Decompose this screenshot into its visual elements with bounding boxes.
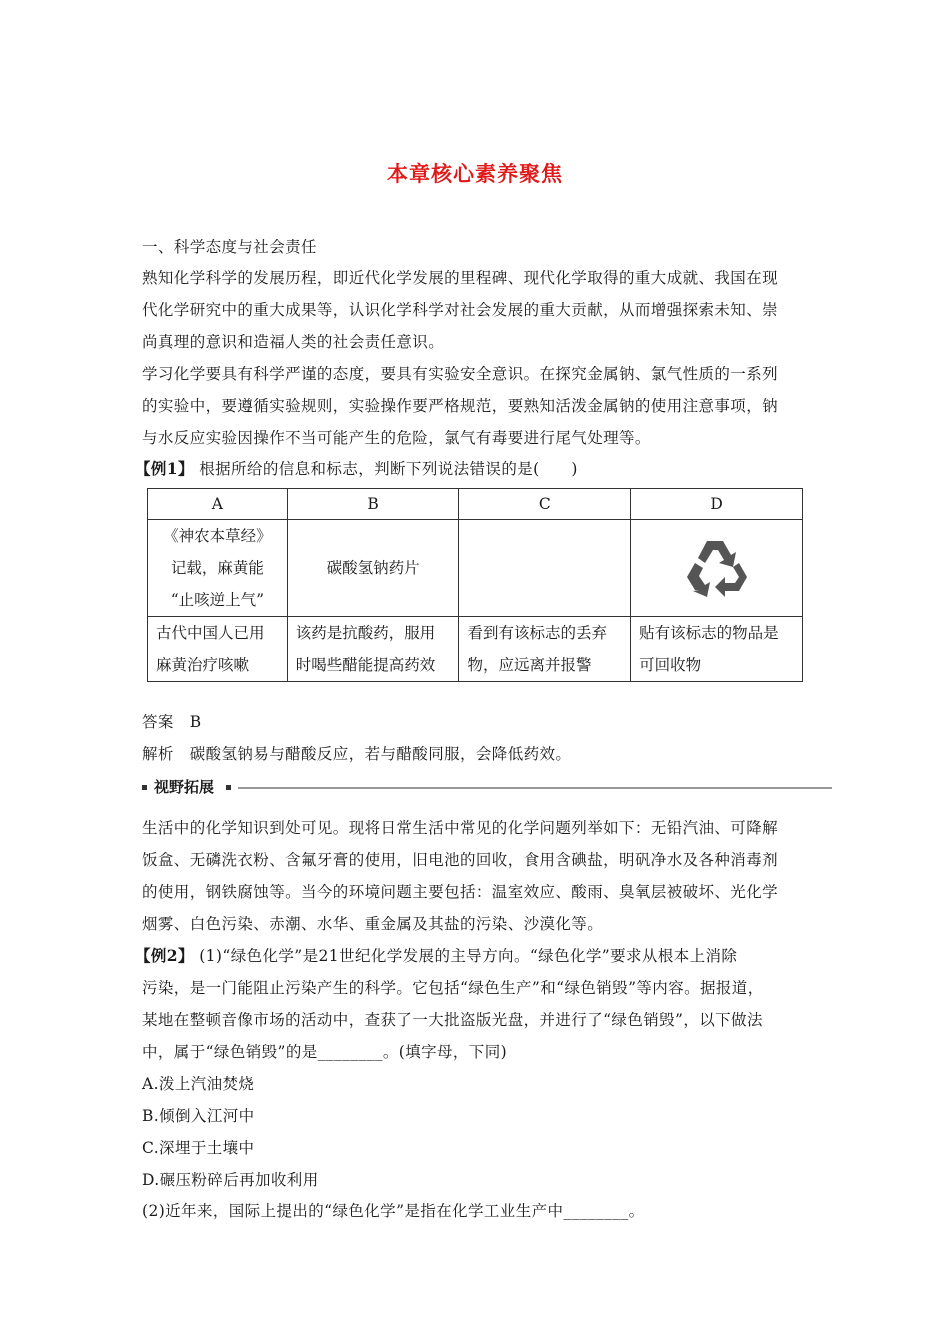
analysis: 解析 碳酸氢钠易与醋酸反应，若与醋酸同服，会降低药效。 [142, 745, 572, 763]
cell-line: 物，应远离并报警 [467, 656, 592, 674]
header-cell: C [459, 489, 631, 520]
bullet-square-icon [142, 785, 147, 790]
subquestion-2: (2)近年来，国际上提出的“绿色化学”是指在化学工业生产中________。 [142, 1202, 645, 1220]
cell-line: 该药是抗酸药，服用 [295, 624, 436, 642]
table-cell [148, 520, 288, 617]
table-row [148, 617, 803, 682]
paragraph-line: 的实验中，要遵循实验规则，实验操作要严格规范，要熟知活泼金属钠的使用注意事项，钠 [142, 397, 779, 415]
cell-line: 古代中国人已用 [156, 624, 265, 642]
paragraph-line: 烟雾、白色污染、赤潮、水华、重金属及其盐的污染、沙漠化等。 [142, 915, 604, 933]
cell-line: 《神农本草经》 [163, 527, 272, 545]
example-label: 【例2】 [135, 946, 194, 965]
option-b: B.倾倒入江河中 [142, 1107, 255, 1125]
question-text: 根据所给的信息和标志，判断下列说法错误的是( ) [199, 460, 578, 478]
cell-line: “止咳逆上气” [170, 591, 265, 609]
recycle-icon [677, 533, 757, 603]
header-cell: A [148, 489, 288, 520]
section-banner [142, 777, 832, 799]
paragraph-line: 生活中的化学知识到处可见。现将日常生活中常见的化学问题列举如下：无铅汽油、可降解 [142, 819, 779, 837]
table-cell [631, 617, 803, 682]
option-a: A.泼上汽油焚烧 [142, 1075, 255, 1093]
question-text: (1)“绿色化学”是21世纪化学发展的主导方向。“绿色化学”要求从根本上消除 [199, 947, 738, 965]
table-cell [459, 617, 631, 682]
option-d: D.碾压粉碎后再加收利用 [142, 1171, 319, 1189]
table-cell [148, 617, 288, 682]
paragraph-line: 与水反应实验因操作不当可能产生的危险，氯气有毒要进行尾气处理等。 [142, 429, 651, 447]
paragraph-line: 中，属于“绿色销毁”的是________。(填字母，下同) [142, 1043, 508, 1061]
option-c: C.深埋于土壤中 [142, 1139, 255, 1157]
paragraph-line: 某地在整顿音像市场的活动中，查获了一大批盗版光盘，并进行了“绿色销毁”，以下做法 [142, 1011, 763, 1029]
cell-line: 记载，麻黄能 [170, 559, 264, 577]
answer: 答案 B [142, 713, 202, 731]
paragraph-line: 学习化学要具有科学严谨的态度，要具有实验安全意识。在探究金属钠、氯气性质的一系列 [142, 365, 779, 383]
table-cell: 碳酸氢钠药片 [287, 520, 459, 617]
example2-question [135, 946, 825, 966]
cell-line: 看到有该标志的丢弃 [467, 624, 607, 642]
paragraph-line: 代化学研究中的重大成果等，认识化学科学对社会发展的重大贡献，从而增强探索未知、崇 [142, 301, 779, 319]
paragraph-line: 熟知化学科学的发展历程，即近代化学发展的里程碑、现代化学取得的重大成就、我国在现 [142, 269, 779, 287]
header-cell: D [631, 489, 803, 520]
section-heading: 一、科学态度与社会责任 [142, 238, 317, 256]
example1-question [135, 459, 825, 479]
table-row [148, 520, 803, 617]
cell-line: 时喝些醋能提高药效 [295, 656, 436, 674]
paragraph-line: 尚真理的意识和造福人类的社会责任意识。 [142, 333, 445, 351]
banner-label: 视野拓展 [154, 778, 215, 796]
cell-line: 贴有该标志的物品是 [639, 624, 779, 642]
paragraph-line: 的使用，钢铁腐蚀等。当今的环境问题主要包括：温室效应、酸雨、臭氧层被破坏、光化学 [142, 883, 779, 901]
bullet-square-icon [226, 785, 231, 790]
table-header-row [148, 489, 803, 520]
example-label: 【例1】 [135, 459, 194, 478]
table-cell [631, 520, 803, 617]
table-cell [287, 617, 459, 682]
paragraph-line: 饭盒、无磷洗衣粉、含氟牙膏的使用，旧电池的回收，食用含碘盐，明矾净水及各种消毒剂 [142, 851, 779, 869]
cell-line: 麻黄治疗咳嗽 [156, 656, 250, 674]
example1-table [147, 488, 803, 682]
table-cell [459, 520, 631, 617]
header-cell: B [287, 489, 459, 520]
divider [238, 787, 832, 789]
cell-line: 可回收物 [639, 656, 702, 674]
page-title: 本章核心素养聚焦 [387, 161, 563, 186]
paragraph-line: 污染，是一门能阻止污染产生的科学。它包括“绿色生产”和“绿色销毁”等内容。据报道， [142, 979, 764, 997]
